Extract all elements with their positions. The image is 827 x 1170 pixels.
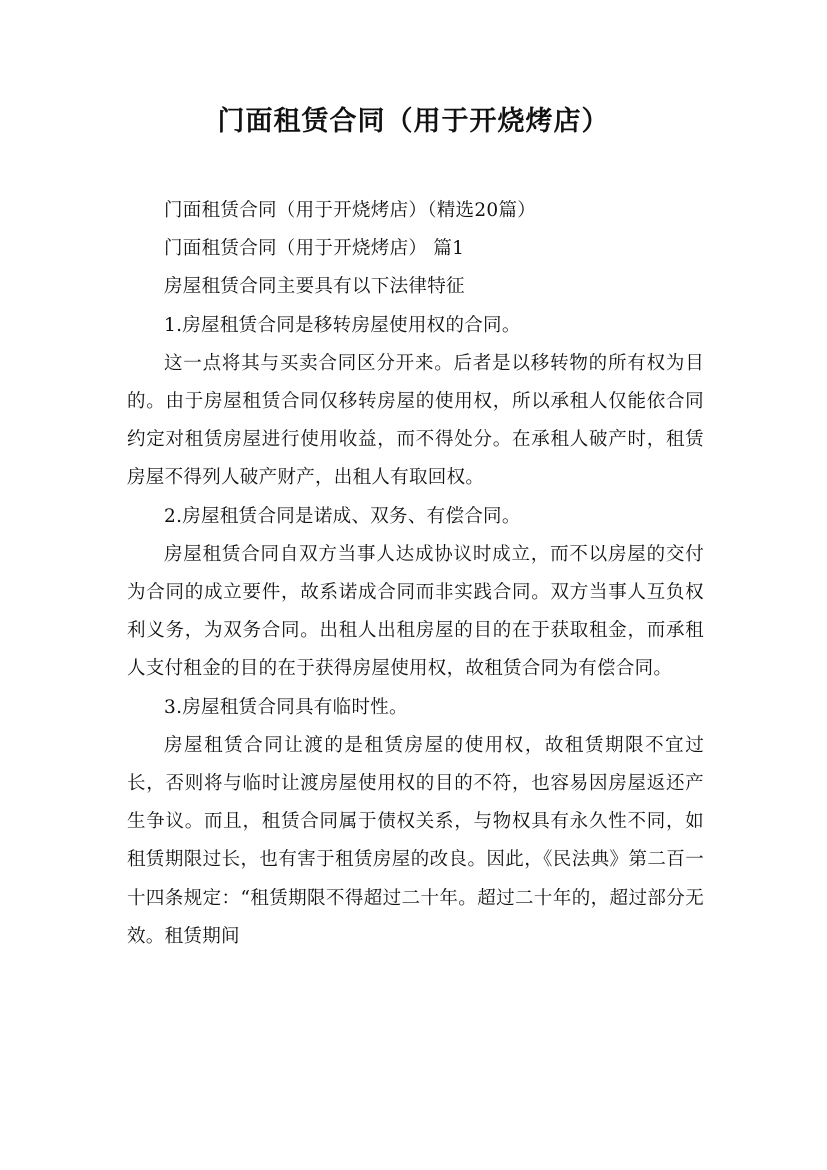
paragraph-point-2: 2.房屋租赁合同是诺成、双务、有偿合同。 (164, 505, 521, 527)
paragraph-point-3-body: 房屋租赁合同让渡的是租赁房屋的使用权，故租赁期限不宜过长，否则将与临时让渡房屋使用权的目的不符，也容易因房屋返还产生争议。而且，租赁合同属于债权关系，与物权具有永久性不同，如租赁期限过长，也有害于租赁房屋的改良。因此，《民法典》第二百一十四条规定：“租赁期限不得超过二十年。超过二十年的，超过部分无效。租赁期间 (127, 734, 704, 947)
paragraph-subtitle: 门面租赁合同（用于开烧烤店）（精选20篇） (164, 200, 537, 221)
paragraph-point-1-body: 这一点将其与买卖合同区分开来。后者是以移转物的所有权为目的。由于房屋租赁合同仅移转房屋的使用权，所以承租人仅能依合同约定对租赁房屋进行使用收益，而不得处分。在承租人破产时，租赁房屋不得列人破产财产，出租人有取回权。 (127, 352, 704, 489)
paragraph-intro: 房屋租赁合同主要具有以下法律特征 (164, 276, 465, 298)
paragraph-point-1: 1.房屋租赁合同是移转房屋使用权的合同。 (164, 314, 521, 336)
document-title: 门面租赁合同（用于开烧烤店） (217, 106, 610, 137)
paragraph-point-2-body: 房屋租赁合同自双方当事人达成协议时成立，而不以房屋的交付为合同的成立要件，故系诺成合同而非实践合同。双方当事人互负权利义务，为双务合同。出租人出租房屋的目的在于获取租金，而承租人支付租金的目的在于获得房屋使用权，故租赁合同为有偿合同。 (127, 543, 704, 680)
paragraph-point-3: 3.房屋租赁合同具有临时性。 (164, 696, 408, 718)
paragraph-section-heading: 门面租赁合同（用于开烧烤店） 篇1 (164, 238, 465, 260)
document-body (127, 192, 704, 956)
